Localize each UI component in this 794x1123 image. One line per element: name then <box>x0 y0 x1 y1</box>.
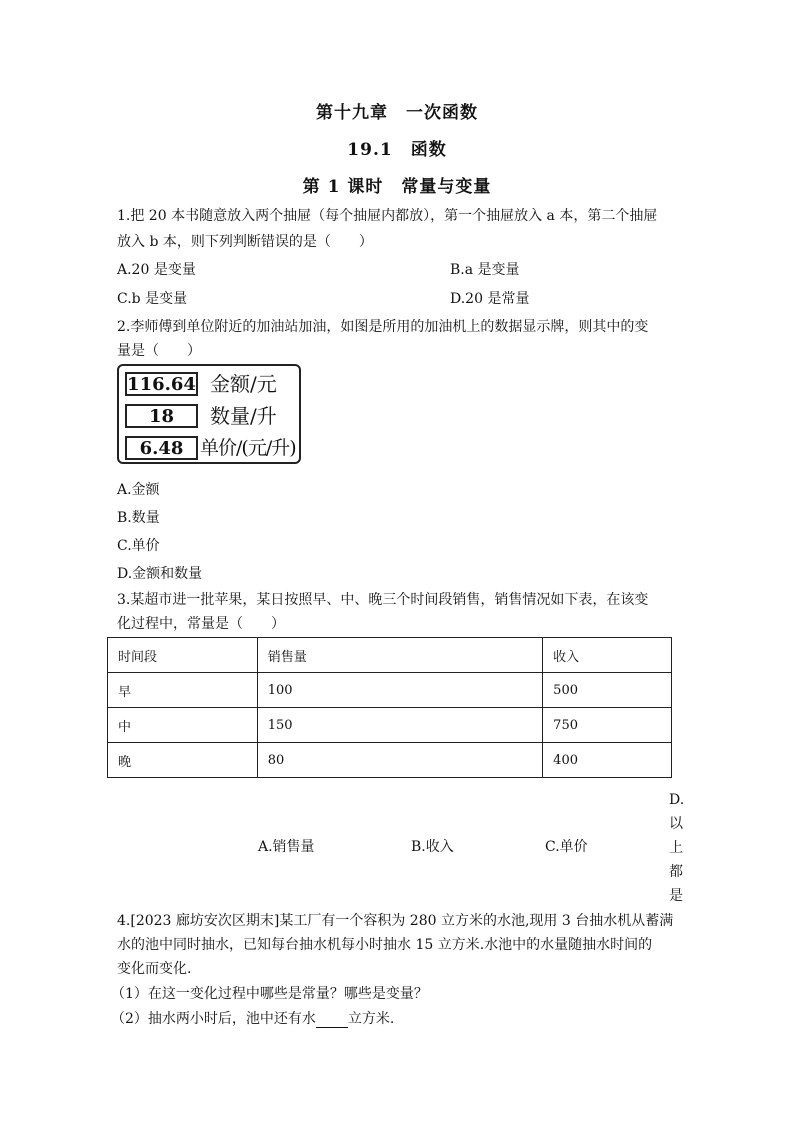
header-cell: 收入 <box>543 638 672 673</box>
q3-option-d-char: D. <box>669 792 685 808</box>
q3-option-d-char: 都 <box>669 864 683 880</box>
q4-text-line1: 4.[2023 廊坊安次区期末]某工厂有一个容积为 280 立方米的水池,现用 3 台抽水机从蓄满 <box>117 913 674 929</box>
q1-option-b: B.a 是变量 <box>450 262 520 278</box>
q1-text-line1: 1.把 20 本书随意放入两个抽屉（每个抽屉内都放），第一个抽屉放入 a 本，第二个抽屉 <box>117 208 658 224</box>
table-cell: 晚 <box>108 743 258 778</box>
q2-option-d: D.金额和数量 <box>117 566 203 582</box>
header-cell: 销售量 <box>257 638 542 673</box>
q3-option-a: A.销售量 <box>258 839 315 855</box>
q1-option-d: D.20 是常量 <box>450 291 530 307</box>
q3-text-line2: 化过程中，常量是（ ） <box>117 616 285 632</box>
q4-sub2-unit: 立方米. <box>347 1011 395 1027</box>
q3-text-line1: 3.某超市进一批苹果，某日按照早、中、晚三个时间段销售，销售情况如下表，在该变 <box>117 592 649 608</box>
q2-option-c: C.单价 <box>117 538 160 554</box>
q2-text-line2: 量是（ ） <box>117 343 201 359</box>
table-cell: 80 <box>257 743 542 778</box>
table-cell: 100 <box>257 673 542 708</box>
q1-text-line2: 放入 b 本，则下列判断错误的是（ ） <box>117 234 373 250</box>
q4-sub-question-1: （1）在这一变化过程中哪些是常量？哪些是变量？ <box>111 986 428 1002</box>
q2-text-line1: 2.李师傅到单位附近的加油站加油，如图是所用的加油机上的数据显示牌，则其中的变 <box>117 319 649 335</box>
sales-table <box>107 637 672 778</box>
chapter-title: 第十九章 一次函数 <box>316 103 478 123</box>
q4-sub-question-2 <box>111 1008 394 1028</box>
amount-label: 金额/元 <box>210 372 277 396</box>
header-cell: 时间段 <box>108 638 258 673</box>
q1-option-a: A.20 是变量 <box>117 262 196 278</box>
q3-option-c: C.单价 <box>545 839 588 855</box>
table-row <box>108 743 672 778</box>
amount-value: 116.64 <box>125 372 198 396</box>
fuel-display-panel <box>117 364 301 464</box>
lesson-title: 第 1 课时 常量与变量 <box>302 177 492 197</box>
q3-option-d-char: 以 <box>669 816 683 832</box>
q2-option-b: B.数量 <box>117 510 160 526</box>
table-cell: 400 <box>543 743 672 778</box>
unit-price-value: 6.48 <box>125 436 198 460</box>
unit-price-label: 单价/(元/升) <box>200 437 296 459</box>
q4-text-line3: 变化而变化. <box>117 961 192 977</box>
answer-blank <box>316 1013 348 1028</box>
table-cell: 早 <box>108 673 258 708</box>
q2-option-a: A.金额 <box>117 482 160 498</box>
q3-option-b: B.收入 <box>411 839 454 855</box>
table-header-row <box>108 638 672 673</box>
table-row <box>108 673 672 708</box>
table-cell: 750 <box>543 708 672 743</box>
table-cell: 中 <box>108 708 258 743</box>
q3-option-d-char: 上 <box>669 840 683 856</box>
quantity-label: 数量/升 <box>210 404 277 428</box>
table-row <box>108 708 672 743</box>
q4-sub2-text: （2）抽水两小时后，池中还有水 <box>111 1011 316 1027</box>
q3-option-d-char: 是 <box>669 888 683 904</box>
table-cell: 150 <box>257 708 542 743</box>
quantity-value: 18 <box>125 404 198 428</box>
table-cell: 500 <box>543 673 672 708</box>
q1-option-c: C.b 是变量 <box>117 291 188 307</box>
q3-option-d <box>669 788 683 908</box>
section-title: 19.1 函数 <box>347 140 447 160</box>
q4-text-line2: 水的池中同时抽水，已知每台抽水机每小时抽水 15 立方米.水池中的水量随抽水时间的 <box>117 937 653 953</box>
